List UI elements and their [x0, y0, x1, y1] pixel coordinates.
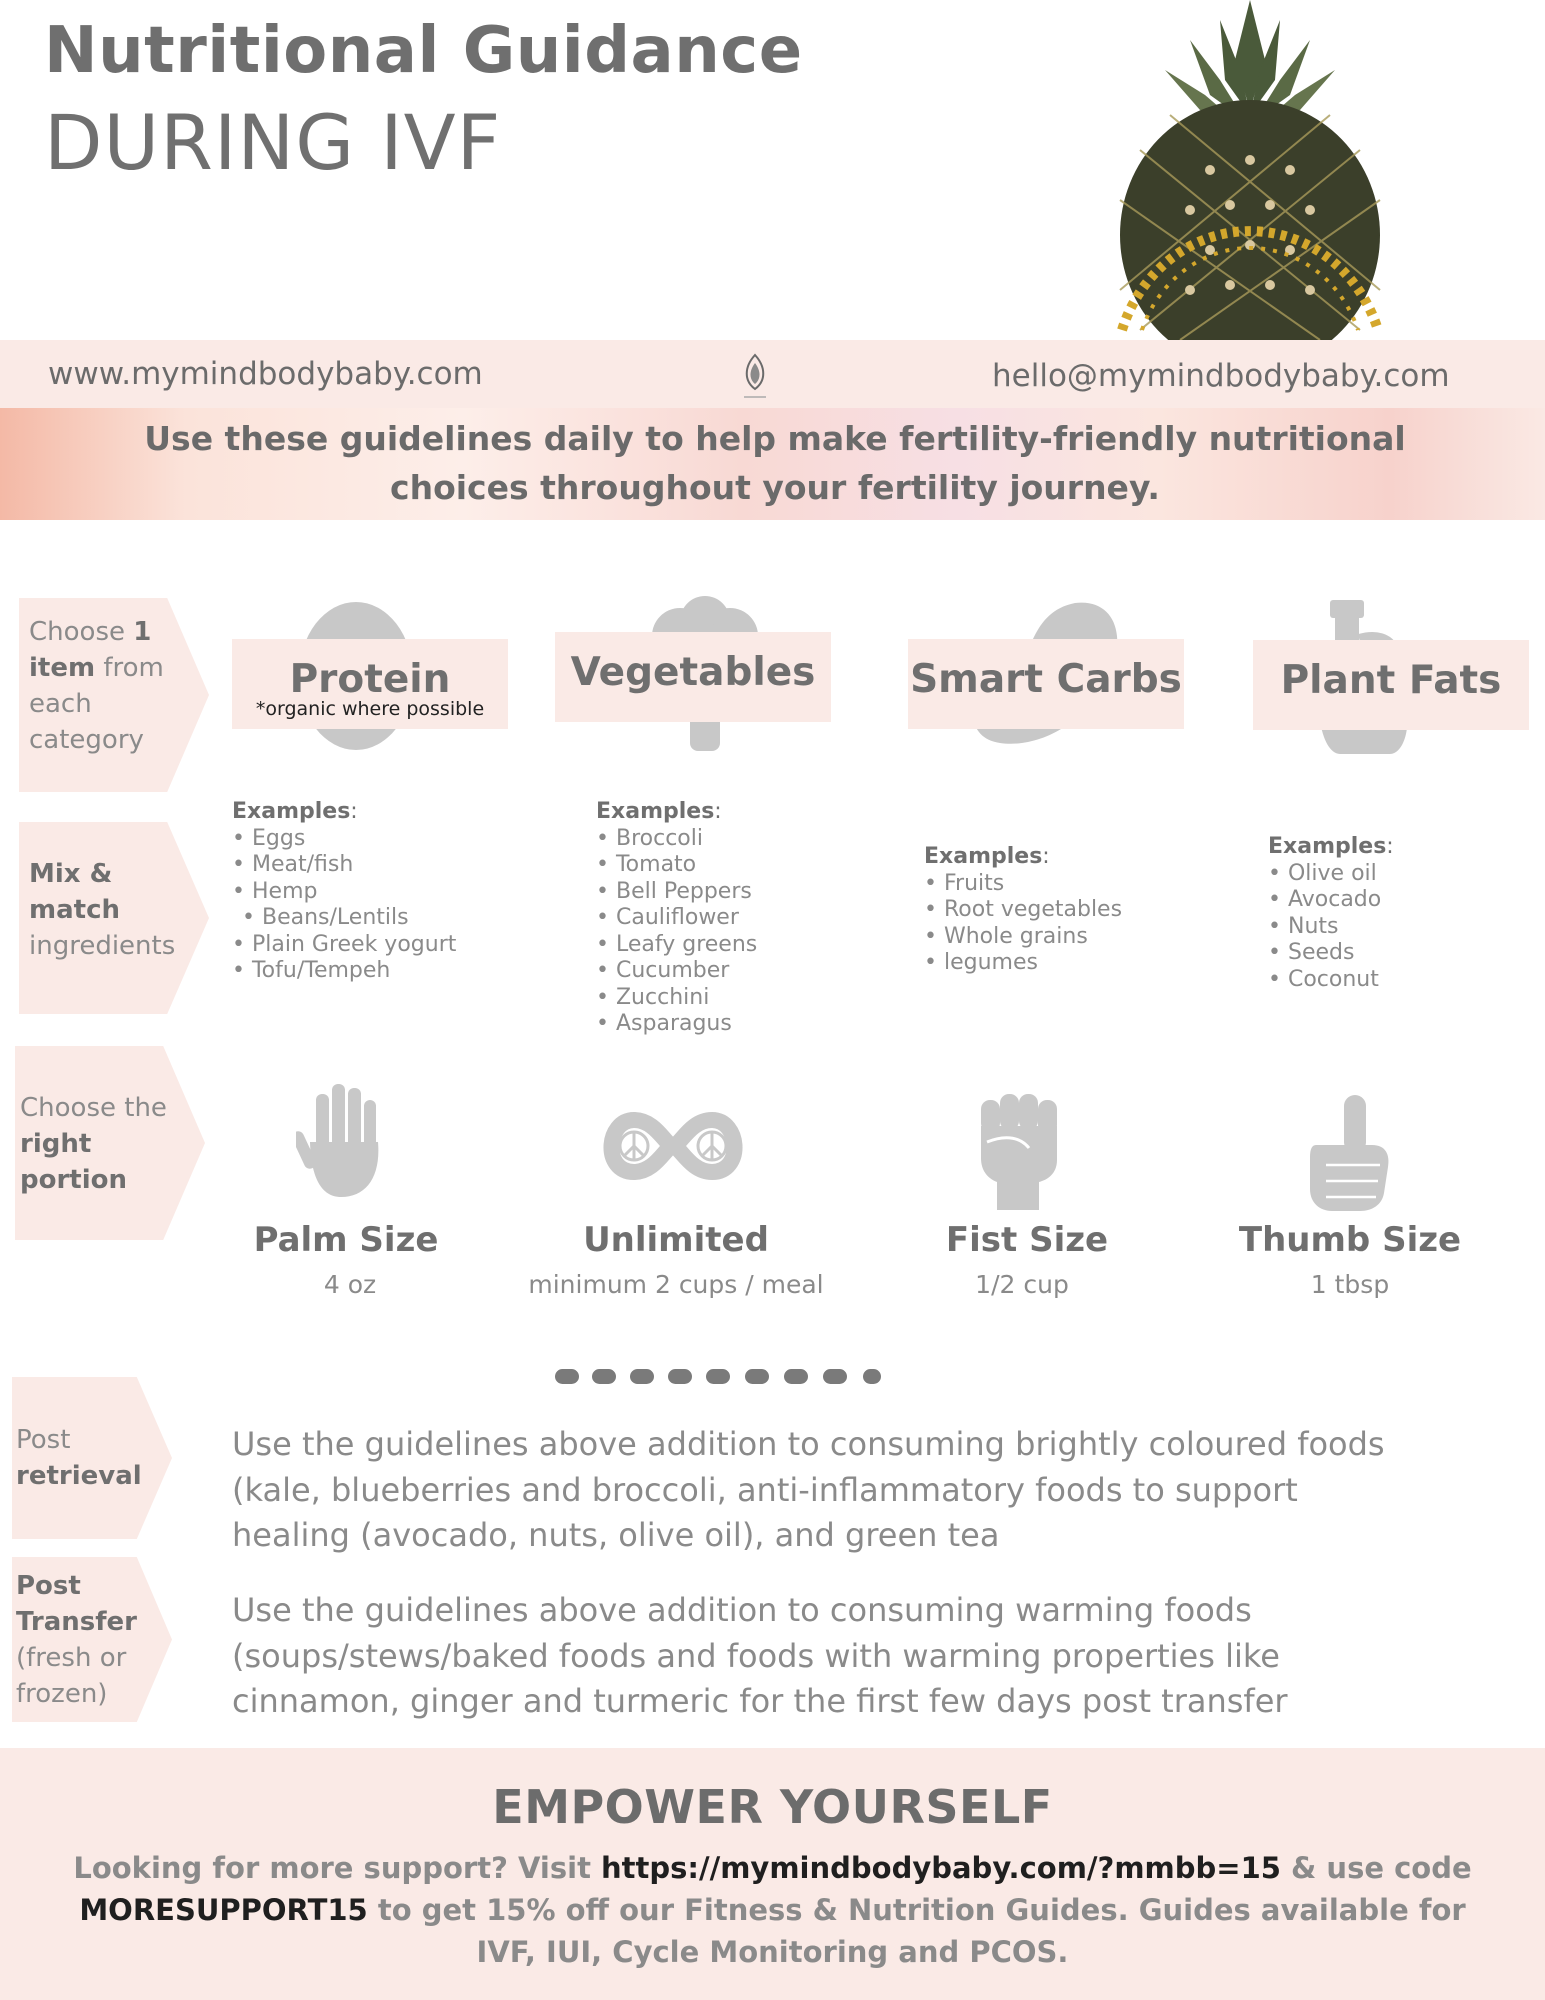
category-title-vegetables: Vegetables	[570, 650, 816, 695]
list-item: • Olive oil	[1268, 861, 1394, 888]
post-retrieval-label: Post retrieval	[16, 1425, 142, 1491]
page-title: Nutritional Guidance	[44, 14, 803, 88]
footer-title: EMPOWER YOURSELF	[492, 1780, 1053, 1834]
list-item: • Leafy greens	[596, 932, 757, 959]
list-item: • legumes	[924, 950, 1122, 977]
category-plant-fats	[1253, 640, 1529, 730]
examples-protein: Examples: • Eggs • Meat/fish • Hemp • Beans/Lentils • Plain Greek yogurt • Tofu/Tempeh	[232, 799, 456, 985]
examples-fats: Examples: • Olive oil • Avocado • Nuts • Seeds • Coconut	[1268, 834, 1394, 993]
list-item: • Broccoli	[596, 826, 757, 853]
list-item: • Hemp	[232, 879, 456, 906]
list-item: • Cucumber	[596, 958, 757, 985]
category-protein	[232, 639, 508, 729]
divider-dot	[784, 1369, 808, 1384]
divider-dot	[745, 1369, 769, 1384]
brand-logo	[740, 353, 770, 403]
promo-code: MORESUPPORT15	[79, 1893, 368, 1927]
examples-carbs: Examples: • Fruits • Root vegetables • Whole grains • legumes	[924, 844, 1122, 977]
portion-name-fist: Fist Size	[945, 1220, 1109, 1260]
divider-dot	[592, 1369, 616, 1384]
portion-name-unlimited: Unlimited	[583, 1220, 769, 1260]
category-title-protein: Protein	[289, 657, 451, 702]
list-item: • Coconut	[1268, 967, 1394, 994]
list-item: • Plain Greek yogurt	[232, 932, 456, 959]
fist-icon	[977, 1090, 1061, 1210]
divider-dot	[863, 1369, 881, 1384]
step-label-choose-item: Choose 1 item from each category	[29, 617, 164, 755]
category-title-plant-fats: Plant Fats	[1280, 658, 1502, 703]
thumbs-up-icon	[1306, 1093, 1390, 1211]
post-transfer-text: Use the guidelines above addition to consuming warming foods (soups/stews/baked foods and foods with warming properties like cinnamon, ginger and turmeric for the first few days post transfer	[232, 1591, 1288, 1720]
divider-dot	[823, 1369, 847, 1384]
footer-text: Looking for more support? Visit https://mymindbodybaby.com/?mmbb=15 & use code MORESUPPORT15 to get 15% off our Fitness & Nutrition Guides. Guides available for IVF, IUI, Cycle Monitoring and PCOS.	[73, 1851, 1472, 1969]
divider-dot	[668, 1369, 692, 1384]
list-item: • Bell Peppers	[596, 879, 757, 906]
list-item: • Avocado	[1268, 887, 1394, 914]
list-item: • Eggs	[232, 826, 456, 853]
category-title-smart-carbs: Smart Carbs	[910, 657, 1182, 702]
list-item: • Whole grains	[924, 924, 1122, 951]
list-item: • Zucchini	[596, 985, 757, 1012]
page-subtitle: DURING IVF	[44, 98, 502, 187]
list-item: • Tofu/Tempeh	[232, 958, 456, 985]
list-item: • Meat/fish	[232, 852, 456, 879]
category-vegetables	[555, 632, 831, 722]
footer-url-link[interactable]: https://mymindbodybaby.com/?mmbb=15	[601, 1851, 1281, 1885]
protein-note: *organic where possible	[255, 698, 485, 720]
examples-vegetables: Examples: • Broccoli • Tomato • Bell Peppers • Cauliflower • Leafy greens • Cucumber • Zucchini • Asparagus	[596, 799, 757, 1038]
website-link[interactable]: www.mymindbodybaby.com	[48, 356, 483, 392]
divider-dot	[706, 1369, 730, 1384]
pineapple-image	[1060, 0, 1440, 340]
list-item: • Asparagus	[596, 1011, 757, 1038]
portion-amount-fist: 1/2 cup	[975, 1270, 1069, 1299]
portion-name-palm: Palm Size	[253, 1220, 439, 1260]
list-item: • Root vegetables	[924, 897, 1122, 924]
portion-amount-thumb: 1 tbsp	[1310, 1270, 1390, 1299]
infinity-icon	[596, 1110, 750, 1182]
category-smart-carbs	[908, 639, 1184, 729]
divider-dot	[555, 1369, 579, 1384]
portion-amount-unlimited: minimum 2 cups / meal	[528, 1270, 824, 1299]
portion-name-thumb: Thumb Size	[1238, 1220, 1462, 1260]
divider-dot	[630, 1369, 654, 1384]
banner-text: Use these guidelines daily to help make fertility-friendly nutritional choices throughout your fertility journey.	[144, 419, 1406, 507]
post-retrieval-text: Use the guidelines above addition to consuming brightly coloured foods (kale, blueberries and broccoli, anti-inflammatory foods to support healing (avocado, nuts, olive oil), and green tea	[232, 1425, 1385, 1554]
post-transfer-label: Post Transfer (fresh or frozen)	[16, 1571, 137, 1709]
list-item: • Fruits	[924, 871, 1122, 898]
step-label-mix-match: Mix & match ingredients	[29, 859, 176, 961]
list-item: • Beans/Lentils	[232, 905, 456, 932]
list-item: • Tomato	[596, 852, 757, 879]
step-label-portion: Choose the right portion	[20, 1093, 167, 1195]
palm-icon	[296, 1082, 396, 1197]
list-item: • Cauliflower	[596, 905, 757, 932]
portion-amount-palm: 4 oz	[323, 1270, 377, 1299]
email-link[interactable]: hello@mymindbodybaby.com	[992, 358, 1450, 394]
list-item: • Nuts	[1268, 914, 1394, 941]
list-item: • Seeds	[1268, 940, 1394, 967]
